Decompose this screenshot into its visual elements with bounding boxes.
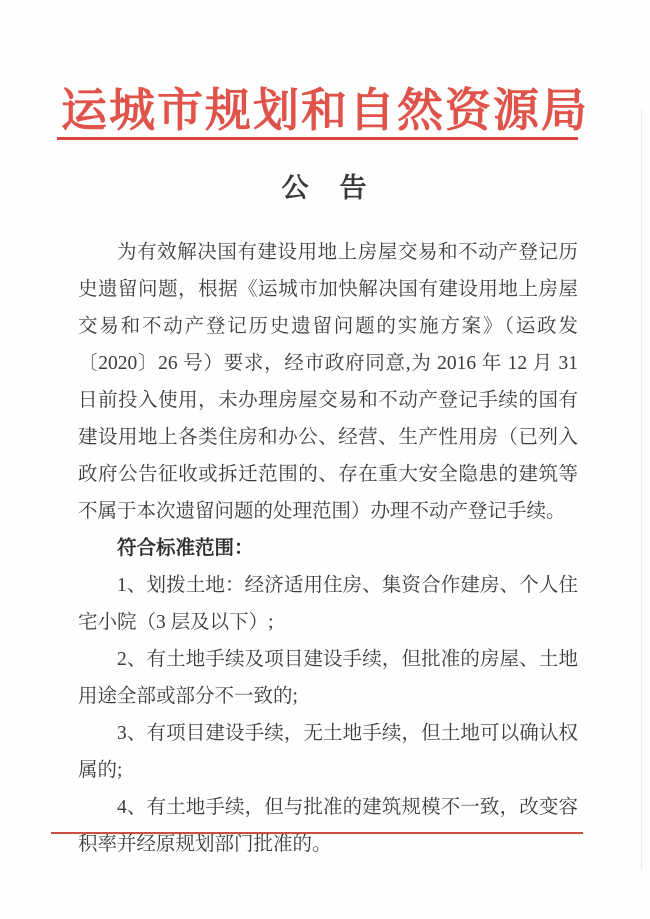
- footer-divider-rule: [51, 832, 583, 834]
- agency-letterhead-title: 运城市规划和自然资源局: [61, 85, 589, 136]
- scope-item-1: 1、划拨土地：经济适用住房、集资合作建房、个人住宅小院（3 层及以下）;: [78, 575, 578, 633]
- scope-item-4: 4、有土地手续，但与批准的建筑规模不一致，改变容积率并经原规划部门批准的。: [78, 797, 578, 855]
- letterhead-divider-rule: [57, 137, 578, 140]
- scope-item-2: 2、有土地手续及项目建设手续，但批准的房屋、土地用途全部或部分不一致的;: [78, 649, 578, 707]
- intro-paragraph: 为有效解决国有建设用地上房屋交易和不动产登记历史遗留问题，根据《运城市加快解决国有建设用地上房屋交易和不动产登记历史遗留问题的实施方案》（运政发〔2020〕26 号）要求，经市政府同意,为 2016 年 12 月 31 日前投入使用，未办理房屋交易和不动产登记手续的国有建设用地上各类住房和办公、经营、生产性用房（已列入政府公告征收或拆迁范围的、存在重大安全隐患的建筑等不属于本次遗留问题的处理范围）办理不动产登记手续。: [78, 242, 578, 522]
- scan-edge-artifact: [641, 110, 642, 870]
- scope-item-3: 3、有项目建设手续，无土地手续，但土地可以确认权属的;: [78, 723, 578, 781]
- scope-heading: 符合标准范围：: [117, 537, 254, 559]
- document-body: [78, 234, 578, 863]
- notice-heading: 公 告: [281, 173, 369, 203]
